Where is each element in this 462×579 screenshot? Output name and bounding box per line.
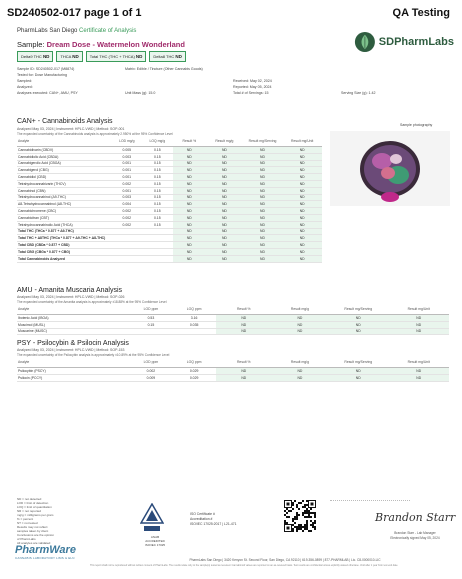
value-cell: 0.15 <box>129 321 172 328</box>
value-cell: 0.15 <box>142 174 173 181</box>
badge-value: ND <box>72 54 79 59</box>
legend-line: % = percent <box>17 517 34 521</box>
value-cell: 0.002 <box>112 221 143 228</box>
value-cell <box>112 228 143 235</box>
amu-note: The expanded uncertainty of the Amanita analysis is approximately ±18.88% at the 95% Confidence Level <box>17 300 167 304</box>
iso-line: ISO/IEC 17025:2017 | L21-471 <box>190 522 237 526</box>
analyte-cell: Tetrahydrocannabinolic Acid (THCA) <box>17 221 112 228</box>
analyte-cell: Tetrahydrocannabinol (Δ9-THC) <box>17 194 112 201</box>
value-cell: 0.002 <box>112 208 143 215</box>
value-cell: 0.001 <box>112 187 143 194</box>
value-cell: 0.029 <box>173 368 216 375</box>
table-row <box>17 180 322 187</box>
value-cell: 0.001 <box>112 160 143 167</box>
value-cell: ND <box>243 221 283 228</box>
value-cell: ND <box>282 174 322 181</box>
value-cell: ND <box>243 214 283 221</box>
legend-line: NT = not tested <box>17 521 38 525</box>
table-header-row <box>17 359 449 368</box>
column-header: Result % <box>173 138 207 147</box>
anab-line: ANAB <box>150 535 160 539</box>
table-row <box>17 255 322 262</box>
table-row <box>17 328 449 335</box>
value-cell: ND <box>173 167 207 174</box>
column-header: Result mg/Serving <box>243 138 283 147</box>
value-cell: ND <box>173 147 207 154</box>
value-cell: ND <box>243 194 283 201</box>
value-cell: ND <box>272 321 328 328</box>
qa-label: QA Testing <box>392 7 450 19</box>
value-cell: 0.029 <box>173 374 216 381</box>
legend-line: samples taken by client <box>17 529 49 533</box>
value-cell: 0.15 <box>142 160 173 167</box>
analyte-cell: Cannabidiolic Acid (CBDA) <box>17 153 112 160</box>
value-cell: ND <box>206 147 243 154</box>
product-prefix: Sample: <box>17 40 45 49</box>
sample-info <box>17 66 449 96</box>
badge-label: THCA <box>60 54 73 59</box>
column-header: Result mg/Serving <box>328 306 388 315</box>
column-header: Analyte <box>17 359 129 368</box>
cannabinoids-table <box>17 138 322 263</box>
legend-line: Conclusions are the opinion <box>17 533 55 537</box>
column-header: Result mg/Unit <box>388 306 449 315</box>
value-cell: ND <box>173 248 207 255</box>
value-cell: ND <box>243 242 283 249</box>
value-cell: 0.001 <box>112 167 143 174</box>
value-cell: ND <box>243 180 283 187</box>
value-cell: 0.009 <box>129 374 172 381</box>
psy-subtitle: Analyzed May 03, 2024 | Instrument: HPLC-VWD | Method: SOP-153 <box>17 348 125 352</box>
analyte-cell: Cannabidiol (CBD) <box>17 174 112 181</box>
value-cell: ND <box>272 374 328 381</box>
value-cell <box>142 255 173 262</box>
value-cell: ND <box>282 187 322 194</box>
value-cell: ND <box>206 201 243 208</box>
value-cell: ND <box>243 228 283 235</box>
value-cell: ND <box>328 315 388 322</box>
value-cell: 3.16 <box>173 315 216 322</box>
table-row <box>17 228 322 235</box>
value-cell: ND <box>173 187 207 194</box>
info-cell: Reported: May 05, 2024 <box>233 85 272 89</box>
analyte-cell: Cannabicitran (CBT) <box>17 214 112 221</box>
value-cell: ND <box>206 214 243 221</box>
info-cell: Received: May 02, 2024 <box>233 79 272 83</box>
value-cell: ND <box>243 160 283 167</box>
value-cell: ND <box>206 221 243 228</box>
table-row <box>17 315 449 322</box>
value-cell: ND <box>282 201 322 208</box>
value-cell: ND <box>173 228 207 235</box>
amu-subtitle: Analyzed May 03, 2024 | Instrument: HPLC-VWD | Method: SOP-026 <box>17 295 125 299</box>
badge-label: Delta9 THC <box>21 54 43 59</box>
column-header: Result mg/g <box>272 306 328 315</box>
value-cell <box>142 248 173 255</box>
value-cell: ND <box>173 180 207 187</box>
info-cell: Sample ID: SD240502-017 (M8874) <box>17 67 75 71</box>
analyte-cell: Total Cannabinoids Analyzed <box>17 255 112 262</box>
pharmlabs-leaf-icon <box>354 30 376 54</box>
value-cell <box>129 328 172 335</box>
value-cell <box>142 228 173 235</box>
column-header: LOQ ppm <box>173 306 216 315</box>
value-cell: ND <box>243 187 283 194</box>
value-cell: ND <box>282 214 322 221</box>
table-row <box>17 368 449 375</box>
badge-value: ND <box>42 54 50 59</box>
value-cell: 0.003 <box>112 153 143 160</box>
analyte-cell: Muscarine (MUSC) <box>17 328 129 335</box>
table-row <box>17 174 322 181</box>
lab-line <box>17 28 136 34</box>
value-cell: 0.15 <box>142 208 173 215</box>
analyte-cell: Total THC + Δ8THC (THCa * 0.877 + Δ9-THC + Δ8-THC) <box>17 235 112 242</box>
value-cell: 0.003 <box>112 194 143 201</box>
value-cell: 0.15 <box>142 214 173 221</box>
value-cell: ND <box>282 167 322 174</box>
info-cell: Unit Mass (g): 15.0 <box>125 91 156 95</box>
value-cell: ND <box>328 368 388 375</box>
anab-line: ACCREDITED <box>145 539 165 543</box>
column-header: Result mg/Unit <box>282 138 322 147</box>
value-cell: 0.15 <box>142 194 173 201</box>
legend-line: LOQ = limit of quantitation <box>17 505 52 509</box>
value-cell: 0.15 <box>142 153 173 160</box>
table-row <box>17 147 322 154</box>
value-cell: ND <box>243 201 283 208</box>
value-cell <box>112 235 143 242</box>
legend-line: ND = not detected <box>17 497 42 501</box>
value-cell: ND <box>282 228 322 235</box>
value-cell: ND <box>173 242 207 249</box>
column-header: LOD mg/g <box>112 138 143 147</box>
info-cell: Tested for: Dose Manufacturing <box>17 73 67 77</box>
value-cell: ND <box>272 328 328 335</box>
can-note: The expanded uncertainty of the Cannabinoids analysis is approximately 2.950% at the 95% Confidence Level <box>17 132 173 136</box>
info-cell: Serving Size (g): 1.42 <box>341 91 376 95</box>
column-header: Result % <box>216 306 272 315</box>
info-cell: Total # of Servings: 15 <box>233 91 269 95</box>
legend-line: NR = not reported <box>17 509 41 513</box>
pharmware-name: PharmWare <box>15 544 76 556</box>
value-cell: 0.002 <box>112 214 143 221</box>
table-row <box>17 248 322 255</box>
value-cell: ND <box>243 147 283 154</box>
analyte-cell: Ibotenic Acid (IBOA) <box>17 315 129 322</box>
table-row <box>17 160 322 167</box>
value-cell: ND <box>216 374 272 381</box>
value-cell: ND <box>173 160 207 167</box>
info-cell: Analyzed: <box>17 85 33 89</box>
legend-line: Results may not reflect <box>17 525 48 529</box>
value-cell: ND <box>206 248 243 255</box>
value-cell: ND <box>173 174 207 181</box>
can-subtitle: Analyzed May 03, 2024 | Instrument: HPLC-VWD | Method: SOP-001 <box>17 127 125 131</box>
column-header: Result mg/Serving <box>328 359 388 368</box>
column-header: Analyte <box>17 306 129 315</box>
value-cell: ND <box>243 174 283 181</box>
analyte-cell: Cannabidivarin (CBDV) <box>17 147 112 154</box>
value-cell: ND <box>282 235 322 242</box>
signer-info <box>380 531 450 540</box>
coa-label: Certificate of Analysis <box>79 28 137 34</box>
value-cell: 0.15 <box>142 221 173 228</box>
value-cell: ND <box>206 208 243 215</box>
table-header-row <box>17 306 449 315</box>
column-header: LOD ppm <box>129 306 172 315</box>
psy-note: The expanded uncertainty of the Psilocybin analysis is approximately ±10.89% at the 95% Confidence Level <box>17 353 170 357</box>
value-cell: ND <box>328 328 388 335</box>
footer-legend <box>17 497 77 545</box>
value-cell: ND <box>388 374 449 381</box>
table-row <box>17 221 322 228</box>
signature: Brandon Starr <box>375 511 456 524</box>
value-cell <box>112 242 143 249</box>
value-cell: ND <box>388 321 449 328</box>
table-row <box>17 187 322 194</box>
value-cell: ND <box>282 242 322 249</box>
value-cell: 0.15 <box>142 167 173 174</box>
iso-line: ISO Certificate # <box>190 512 215 516</box>
anab-text <box>135 535 175 547</box>
value-cell: ND <box>206 160 243 167</box>
psilocybin-table <box>17 359 449 382</box>
value-cell: ND <box>206 255 243 262</box>
column-header: Result % <box>216 359 272 368</box>
can-title: CAN+ - Cannabinoids Analysis <box>17 118 113 125</box>
photo-label: Sample photography <box>400 123 433 127</box>
value-cell: ND <box>243 153 283 160</box>
summary-badges <box>17 51 186 62</box>
analyte-cell: Tetrahydrocannabivarin (THCV) <box>17 180 112 187</box>
value-cell: ND <box>206 187 243 194</box>
analyte-cell: Cannabigerolic Acid (CBGA) <box>17 160 112 167</box>
value-cell: ND <box>272 368 328 375</box>
value-cell: ND <box>206 242 243 249</box>
value-cell: ND <box>328 374 388 381</box>
sdpharmlabs-logo <box>354 28 454 56</box>
value-cell: ND <box>388 328 449 335</box>
value-cell: ND <box>206 235 243 242</box>
signature-line <box>330 497 410 501</box>
qr-code-icon[interactable] <box>284 500 316 532</box>
fine-print: This report shall not be reproduced without written consent of PharmLabs. The results relate only to the sample(s) tested as received. Cannabinoid values are reported on an as-received basis. Test results are confidential unless explicitly waived otherwise. Void after 1 year from test end date. <box>90 564 399 567</box>
info-row <box>17 90 449 96</box>
value-cell: ND <box>282 160 322 167</box>
value-cell: ND <box>206 194 243 201</box>
value-cell: ND <box>206 153 243 160</box>
value-cell: ND <box>282 194 322 201</box>
psy-title: PSY - Psilocybin & Psilocin Analysis <box>17 340 129 347</box>
value-cell: ND <box>173 235 207 242</box>
amu-title: AMU - Amanita Muscaria Analysis <box>17 287 123 294</box>
signer-line: Brandon Starr - Lab Manager <box>394 531 436 535</box>
table-row <box>17 242 322 249</box>
iso-line: Accreditation # <box>190 517 213 521</box>
summary-badge <box>86 51 147 62</box>
badge-value: ND <box>135 54 143 59</box>
summary-badge <box>149 51 185 62</box>
value-cell: ND <box>388 315 449 322</box>
table-row <box>17 167 322 174</box>
value-cell: ND <box>388 368 449 375</box>
info-cell: Analyses executed: CAN+, AMU, PSY <box>17 91 78 95</box>
value-cell <box>173 328 216 335</box>
lab-address: PharmLabs San Diego | 3420 Kenyon St. Second Floor, San Diego, CA 92110 | 619-356-0899 | 877-PHARMLAB | Lic. C8-0000010-LIC <box>189 558 381 562</box>
analyte-cell: Total THC (THCa * 0.877 + Δ9-THC) <box>17 228 112 235</box>
value-cell: ND <box>243 248 283 255</box>
pharmware-logo <box>15 544 76 560</box>
column-header: Result mg/g <box>272 359 328 368</box>
value-cell <box>112 248 143 255</box>
table-row <box>17 214 322 221</box>
product-jar-image <box>330 131 450 206</box>
value-cell: ND <box>243 167 283 174</box>
value-cell: ND <box>173 153 207 160</box>
analyte-cell: Psilocin (PCCY) <box>17 374 129 381</box>
value-cell: ND <box>216 315 272 322</box>
analyte-cell: Psilocybin (PSCY) <box>17 368 129 375</box>
analyte-cell: Cannabigerol (CBG) <box>17 167 112 174</box>
value-cell: ND <box>243 255 283 262</box>
value-cell: ND <box>173 214 207 221</box>
table-row <box>17 208 322 215</box>
value-cell: ND <box>173 255 207 262</box>
legend-line: mg/g = milligrams per gram <box>17 513 54 517</box>
amanita-table <box>17 306 449 335</box>
column-header: LOQ ppm <box>173 359 216 368</box>
value-cell: ND <box>216 321 272 328</box>
value-cell: ND <box>206 174 243 181</box>
table-row <box>17 194 322 201</box>
value-cell: ND <box>282 221 322 228</box>
summary-badge <box>56 51 82 62</box>
analyte-cell: Δ8-Tetrahydrocannabinol (Δ8-THC) <box>17 201 112 208</box>
report-id: SD240502-017 page 1 of 1 <box>7 7 142 19</box>
value-cell: 0.15 <box>142 147 173 154</box>
value-cell: ND <box>173 208 207 215</box>
value-cell: 0.035 <box>173 321 216 328</box>
column-header: Result mg/Unit <box>388 359 449 368</box>
value-cell: 0.002 <box>112 180 143 187</box>
column-header: Analyte <box>17 138 112 147</box>
value-cell <box>112 255 143 262</box>
value-cell: 0.005 <box>112 147 143 154</box>
value-cell: 0.15 <box>142 180 173 187</box>
summary-badge <box>17 51 53 62</box>
column-header: LOQ mg/g <box>142 138 173 147</box>
analyte-cell: Cannabichromene (CBC) <box>17 208 112 215</box>
value-cell: 0.15 <box>142 187 173 194</box>
signer-line: Electronically signed May 05, 2024 <box>390 535 440 540</box>
value-cell: ND <box>282 208 322 215</box>
value-cell: 0.002 <box>129 368 172 375</box>
badge-value: ND <box>175 54 182 59</box>
value-cell: 0.15 <box>142 201 173 208</box>
value-cell: ND <box>173 221 207 228</box>
legend-line: of PharmLabs <box>17 537 36 541</box>
value-cell: ND <box>206 180 243 187</box>
value-cell: ND <box>216 328 272 335</box>
analyte-cell: Muscimol (MUSL) <box>17 321 129 328</box>
value-cell: ND <box>173 201 207 208</box>
info-cell: Matrix: Edible / Tincture (Other Cannabis Goods) <box>125 67 203 71</box>
iso-info <box>190 512 237 527</box>
legend-line: LOD = limit of detection <box>17 501 49 505</box>
pharmware-sub: CANNABIS LABORATORY LIMS & ELN <box>15 556 75 560</box>
value-cell: ND <box>272 315 328 322</box>
value-cell <box>142 235 173 242</box>
table-row <box>17 153 322 160</box>
value-cell: 0.001 <box>112 174 143 181</box>
logo-text: SDPharmLabs <box>378 36 454 48</box>
analyte-cell: Cannabinol (CBN) <box>17 187 112 194</box>
value-cell: 0.004 <box>112 201 143 208</box>
anab-accreditation-icon <box>140 503 164 533</box>
info-cell: Sampled: <box>17 79 33 83</box>
badge-label: Delta8 THC <box>153 54 176 59</box>
value-cell: ND <box>282 180 322 187</box>
value-cell: ND <box>216 368 272 375</box>
value-cell: ND <box>328 321 388 328</box>
value-cell: ND <box>243 235 283 242</box>
sample-photo <box>330 131 450 206</box>
value-cell: ND <box>206 228 243 235</box>
value-cell: ND <box>282 248 322 255</box>
value-cell: ND <box>282 255 322 262</box>
value-cell <box>142 242 173 249</box>
analyte-cell: Total CBD (CBDa * 0.877 + CBD) <box>17 242 112 249</box>
legend-line: All analytes are validated <box>17 541 51 545</box>
badge-label: Total THC (THC + THCA) <box>89 54 136 59</box>
value-cell: ND <box>243 208 283 215</box>
table-row <box>17 201 322 208</box>
value-cell: ND <box>282 153 322 160</box>
value-cell: ND <box>282 147 322 154</box>
product-line <box>17 40 185 49</box>
table-header-row <box>17 138 322 147</box>
table-row <box>17 235 322 242</box>
anab-line: ISO/IEC 17025 <box>144 543 166 547</box>
column-header: Result mg/g <box>206 138 243 147</box>
table-row <box>17 321 449 328</box>
analyte-cell: Total CBG (CBGa * 0.877 + CBG) <box>17 248 112 255</box>
value-cell: ND <box>173 194 207 201</box>
column-header: LOD ppm <box>129 359 172 368</box>
table-row <box>17 374 449 381</box>
lab-name: PharmLabs San Diego <box>17 28 78 34</box>
value-cell: 0.53 <box>129 315 172 322</box>
product-name: Dream Dose - Watermelon Wonderland <box>46 40 185 49</box>
value-cell: ND <box>206 167 243 174</box>
